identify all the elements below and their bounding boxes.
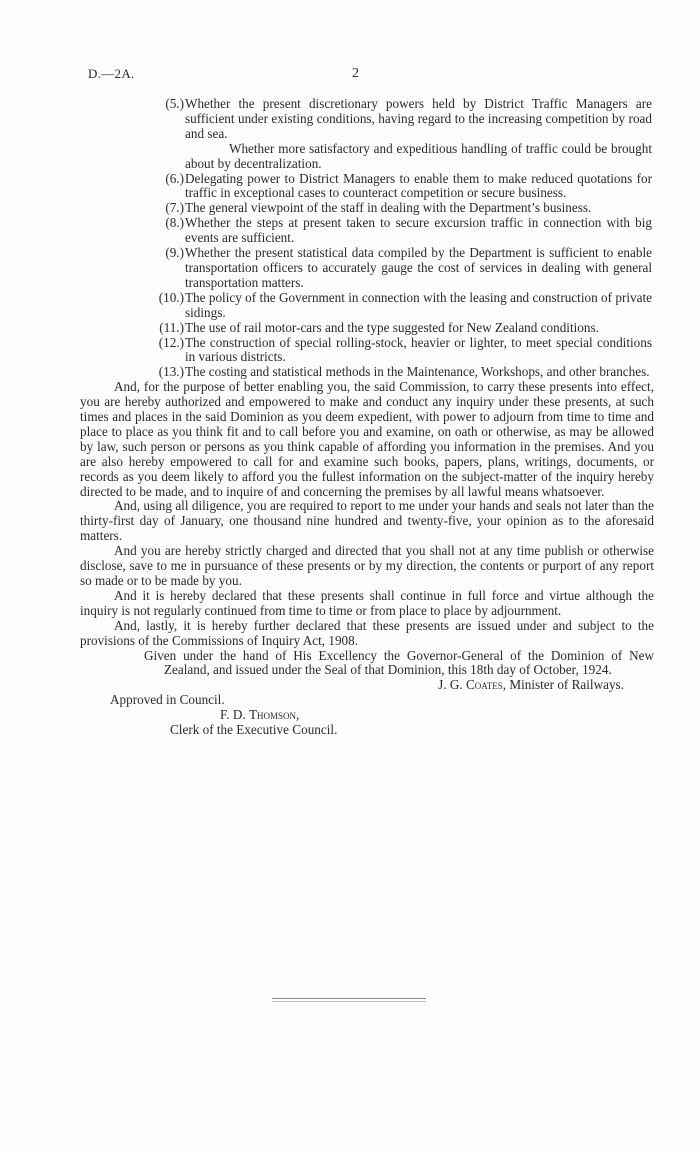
item-number: (10.)	[158, 289, 184, 305]
body-paragraph: And you are hereby strictly charged and directed that you shall not at any time publish or otherwise disclose, save to me in pursuance of these presents or by my direction, the contents or purport of any report so made or to be made by you.	[80, 543, 654, 588]
item-text: The use of rail motor-cars and the type suggested for New Zealand conditions.	[185, 319, 599, 335]
item-subparagraph: Whether more satisfactory and expeditious handling of traffic could be brought about by decentralization.	[185, 140, 652, 171]
body-paragraph: And, using all diligence, you are required to report to me under your hands and seals not later than the thirty-first day of January, one thousand nine hundred and twenty-five, your opinion as to the aforesaid matters.	[80, 498, 654, 544]
given-under-hand: Given under the hand of His Excellency the Governor-General of the Dominion of New Zealand, and issued under the Seal of that Dominion, this 18th day of October, 1924.	[144, 647, 654, 678]
approved-in-council: Approved in Council.	[110, 692, 225, 708]
list-item	[80, 291, 654, 321]
item-number: (8.)	[165, 215, 184, 231]
clerk-signature	[80, 708, 654, 723]
list-item	[80, 336, 654, 366]
item-text: The costing and statistical methods in the Maintenance, Workshops, and other branches.	[185, 364, 650, 380]
list-item	[80, 216, 654, 246]
minister-name: Coates	[465, 677, 503, 693]
clerk-title: Clerk of the Executive Council.	[170, 722, 338, 738]
item-number: (7.)	[165, 200, 184, 216]
item-number: (6.)	[165, 170, 184, 186]
body-paragraph: And, for the purpose of better enabling you, the said Commission, to carry these presents into effect, you are hereby authorized and empowered to make and conduct any inquiry under these presents, at such times and places in the said Dominion as you deem expedient, with power to adjourn from time to time and place to place as you think fit and to call before you and examine, on oath or otherwise, as may be allowed by law, such person or persons as you think capable of affording you information in the premises. And you are also hereby empowered to call for and examine such books, papers, plans, writings, documents, or records as you deem likely to afford you the fullest information on the subject-matter of the inquiry hereby directed to be made, and to inquire of and concerning the premises by all lawful means whatsoever.	[80, 379, 654, 499]
item-number: (11.)	[159, 319, 184, 335]
list-item	[80, 246, 654, 291]
body-paragraph: And it is hereby declared that these presents shall continue in full force and virtue although the inquiry is not regularly continued from time to time or from place to place by adjournment.	[80, 587, 654, 618]
end-rule	[272, 998, 426, 999]
minister-initials: J. G.	[438, 677, 463, 693]
page-header	[0, 66, 700, 84]
item-text: The policy of the Government in connection with the leasing and construction of private sidings.	[185, 289, 652, 320]
clerk-initials: F. D.	[220, 707, 246, 723]
minister-title: , Minister of Railways.	[502, 677, 624, 693]
item-text: The general viewpoint of the staff in dealing with the Department’s business.	[185, 200, 592, 216]
item-text: The construction of special rolling-stock, heavier or lighter, to meet special conditions in various districts.	[185, 334, 652, 365]
list-item	[80, 172, 654, 202]
item-text: Whether the present discretionary powers held by District Traffic Managers are sufficient under existing conditions, having regard to the increasing competition by road and sea.	[185, 96, 652, 141]
item-text: Whether the steps at present taken to secure excursion traffic in connection with big events are sufficient.	[185, 215, 652, 246]
terms-of-reference-list	[80, 97, 654, 380]
list-item	[80, 97, 654, 172]
item-number: (13.)	[158, 364, 184, 380]
item-number: (12.)	[158, 334, 184, 350]
page-number: 2	[352, 66, 359, 81]
document-reference: D.—2A.	[88, 66, 135, 81]
end-rule-lower	[272, 1001, 426, 1002]
list-item	[80, 365, 654, 380]
list-item	[80, 321, 654, 336]
item-number: (5.)	[165, 96, 184, 111]
list-item	[80, 201, 654, 216]
item-number: (9.)	[165, 245, 184, 261]
item-text: Whether the present statistical data compiled by the Department is sufficient to enable transportation officers to accurately gauge the cost of services in dealing with general transportation matters.	[185, 245, 652, 290]
item-text: Delegating power to District Managers to enable them to make reduced quotations for traffic in exceptional cases to counteract competition or secure business.	[185, 170, 652, 201]
document-body	[80, 97, 654, 738]
clerk-name: Thomson,	[249, 707, 300, 723]
body-paragraph: And, lastly, it is hereby further declared that these presents are issued under and subject to the provisions of the Commissions of Inquiry Act, 1908.	[80, 617, 654, 648]
minister-signature	[80, 678, 654, 693]
